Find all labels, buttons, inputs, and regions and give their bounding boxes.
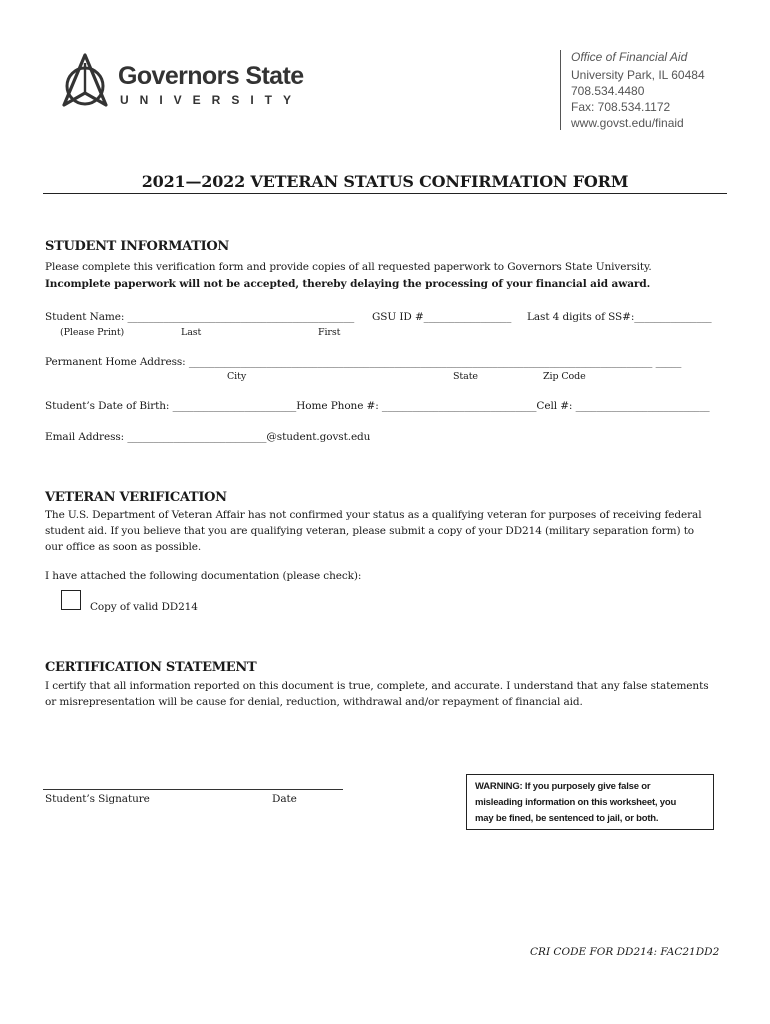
- office-name: Office of Financial Aid: [571, 50, 688, 64]
- student-name-field[interactable]: Student Name: ____________________________________________: [45, 311, 355, 323]
- dd214-checkbox[interactable]: [61, 590, 81, 610]
- dob-phone-cell-fields[interactable]: Student’s Date of Birth: ________________________Home Phone #: ______________________________Cell #: __________________________: [45, 400, 710, 412]
- certification-text-1: I certify that all information reported on this document is true, complete, and accurate. I understand that any false statements: [45, 680, 709, 692]
- city-hint: City: [227, 371, 247, 382]
- warning-box: [466, 774, 714, 830]
- last-name-hint: Last: [181, 327, 202, 338]
- certification-text-2: or misrepresentation will be cause for denial, reduction, withdrawal and/or repayment of financial aid.: [45, 696, 583, 708]
- gsu-id-field[interactable]: GSU ID #_________________: [372, 311, 512, 323]
- attached-docs-label: I have attached the following documentation (please check):: [45, 570, 362, 582]
- office-city: University Park, IL 60484: [571, 68, 705, 82]
- signature-label: Student’s Signature: [45, 793, 150, 805]
- signature-line[interactable]: [43, 789, 343, 790]
- certification-heading: CERTIFICATION STATEMENT: [45, 660, 257, 675]
- zip-hint: Zip Code: [543, 371, 586, 382]
- form-title: 2021—2022 VETERAN STATUS CONFIRMATION FORM: [141, 172, 629, 191]
- office-fax: Fax: 708.534.1172: [571, 100, 671, 114]
- date-label: Date: [272, 793, 297, 805]
- logo-subname: UNIVERSITY: [120, 93, 303, 107]
- veteran-heading: VETERAN VERIFICATION: [45, 490, 227, 505]
- student-info-heading: STUDENT INFORMATION: [45, 239, 230, 254]
- state-hint: State: [453, 371, 478, 382]
- logo-name: Governors State: [118, 62, 304, 90]
- home-address-field[interactable]: Permanent Home Address: __________________________________________________________________________________________ _____: [45, 356, 682, 368]
- veteran-text-3: our office as soon as possible.: [45, 541, 202, 553]
- office-divider: [560, 50, 561, 130]
- title-rule: [43, 193, 727, 194]
- cri-code: CRI CODE FOR DD214: FAC21DD2: [530, 946, 720, 958]
- first-name-hint: First: [318, 327, 341, 338]
- veteran-text-1: The U.S. Department of Veteran Affair has not confirmed your status as a qualifying veteran for purposes of receiving federal: [45, 509, 702, 521]
- incomplete-warning: Incomplete paperwork will not be accepted, thereby delaying the processing of your financial aid award.: [45, 278, 651, 290]
- gsu-logo-icon: [60, 53, 112, 109]
- warning-line-1: WARNING: If you purposely give false or: [475, 781, 651, 792]
- ssn-last4-field[interactable]: Last 4 digits of SS#:_______________: [527, 311, 712, 323]
- dd214-checkbox-label: Copy of valid DD214: [90, 601, 198, 613]
- student-info-intro: Please complete this verification form and provide copies of all requested paperwork to Governors State University.: [45, 261, 652, 273]
- warning-line-3: may be fined, be sentenced to jail, or both.: [475, 813, 659, 824]
- veteran-text-2: student aid. If you believe that you are qualifying veteran, please submit a copy of your DD214 (military separation form) to: [45, 525, 695, 537]
- office-phone: 708.534.4480: [571, 84, 645, 98]
- warning-line-2: misleading information on this worksheet, you: [475, 797, 677, 808]
- please-print-hint: (Please Print): [60, 327, 125, 338]
- office-web: www.govst.edu/finaid: [571, 116, 684, 130]
- email-field[interactable]: Email Address: ___________________________@student.govst.edu: [45, 431, 371, 443]
